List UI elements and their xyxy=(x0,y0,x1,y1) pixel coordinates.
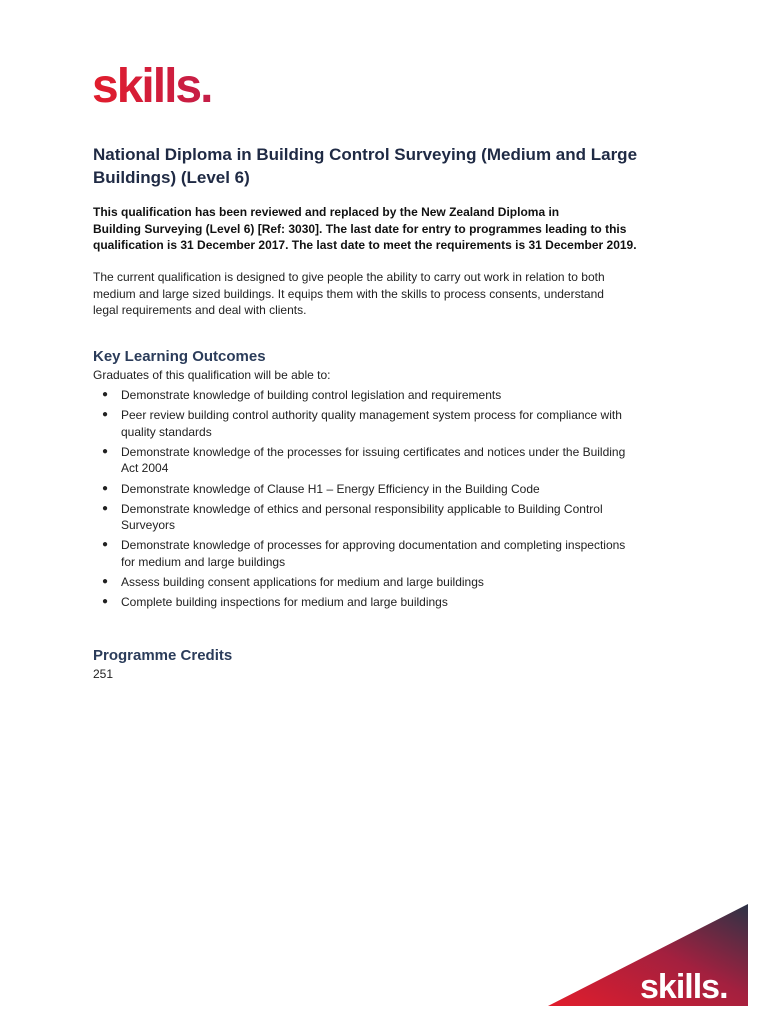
description-line: The current qualification is designed to give people the ability to carry out work in relation to both xyxy=(93,270,605,284)
credits-value: 251 xyxy=(93,667,114,681)
notice-line: qualification is 31 December 2017. The last date to meet the requirements is 31 December 2019. xyxy=(93,238,637,252)
skills-logo-bottom: skills. xyxy=(640,968,728,1006)
list-item: ● Demonstrate knowledge of building control legislation and requirements xyxy=(102,388,502,402)
outcomes-intro: Graduates of this qualification will be able to: xyxy=(93,368,331,382)
svg-text:skills.: skills. xyxy=(92,62,212,108)
notice-line: This qualification has been reviewed and replaced by the New Zealand Diploma in xyxy=(93,205,560,219)
qualification-description xyxy=(93,269,683,319)
list-item: ● Demonstrate knowledge of processes for approving documentation and completing inspections for medium and large buildings xyxy=(102,538,626,569)
bullet-icon: ● xyxy=(102,576,109,588)
description-line: legal requirements and deal with clients. xyxy=(93,303,307,317)
credits-heading: Programme Credits xyxy=(93,647,233,664)
outcomes-list xyxy=(93,387,683,615)
notice-line: Building Surveying (Level 6) [Ref: 3030]. The last date for entry to programmes leading to this xyxy=(93,221,627,236)
bullet-icon: ● xyxy=(102,502,109,514)
bullet-icon: ● xyxy=(102,389,109,400)
bullet-icon: ● xyxy=(102,596,109,608)
list-item: ● Complete building inspections for medium and large buildings xyxy=(102,595,448,610)
bullet-icon: ● xyxy=(102,539,109,551)
bullet-icon: ● xyxy=(102,409,109,421)
page-title: National Diploma in Building Control Surveying (Medium and Large Buildings) (Level 6) xyxy=(93,145,638,187)
list-item: ● Demonstrate knowledge of the processes for issuing certificates and notices under the Building Act 2004 xyxy=(102,444,626,476)
outcomes-heading: Key Learning Outcomes xyxy=(93,348,266,365)
list-item: ● Peer review building control authority quality management system process for compliance with quality standards xyxy=(102,408,622,439)
skills-corner-graphic xyxy=(548,904,748,1006)
bullet-icon: ● xyxy=(102,482,109,494)
list-item: ● Demonstrate knowledge of ethics and personal responsibility applicable to Building Control Surveyors xyxy=(102,501,603,533)
list-item: ● Demonstrate knowledge of Clause H1 – Energy Efficiency in the Building Code xyxy=(102,481,540,496)
description-line: medium and large sized buildings. It equips them with the skills to process consents, understand xyxy=(93,286,604,301)
bullet-icon: ● xyxy=(102,445,109,457)
replacement-notice xyxy=(93,204,683,254)
list-item: ● Assess building consent applications for medium and large buildings xyxy=(102,575,484,590)
skills-logo-top xyxy=(92,62,234,108)
